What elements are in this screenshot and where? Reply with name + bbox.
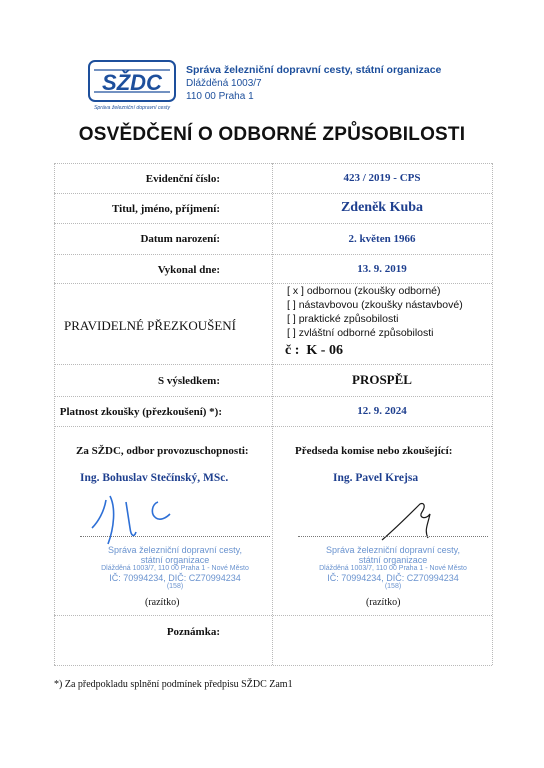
stamp-line: Dlážděná 1003/7, 110 00 Praha 1 - Nové Město xyxy=(319,565,467,572)
right-signatory-name: Ing. Pavel Krejsa xyxy=(333,472,419,484)
exam-number-value: K - 06 xyxy=(306,343,343,358)
logo-caption: Správa železniční dopravní cesty xyxy=(93,105,171,111)
divider xyxy=(54,254,492,255)
divider xyxy=(54,615,492,616)
option-text: zvláštní odborné způsobilosti xyxy=(298,327,434,339)
checkbox-mark: [ x ] xyxy=(287,285,304,297)
exam-option xyxy=(287,298,463,312)
szdc-logo xyxy=(88,60,176,112)
divider xyxy=(54,665,492,666)
result-label: S výsledkem: xyxy=(157,375,220,387)
left-stamp-label: (razítko) xyxy=(145,597,180,608)
left-signatory-name: Ing. Bohuslav Stečínský, MSc. xyxy=(80,472,229,484)
divider xyxy=(54,426,492,427)
exam-number-label: č : xyxy=(285,343,300,358)
exam-option xyxy=(287,312,463,326)
org-city: 110 00 Praha 1 xyxy=(186,91,254,102)
option-text: odbornou (zkoušky odborné) xyxy=(306,285,441,297)
right-signature-line xyxy=(298,536,488,537)
exam-type: PRAVIDELNÉ PŘEZKOUŠENÍ xyxy=(64,318,237,333)
checkbox-mark: [ ] xyxy=(287,327,296,339)
field-value-name: Zdeněk Kuba xyxy=(340,200,424,215)
logo-text: SŽDC xyxy=(102,70,162,95)
stamp-line: Správa železniční dopravní cesty, xyxy=(108,545,242,555)
divider xyxy=(54,364,492,365)
right-signature-heading: Předseda komise nebo zkoušející: xyxy=(295,445,453,457)
exam-option xyxy=(287,284,463,298)
field-label-registration: Evidenční číslo: xyxy=(145,173,220,185)
field-label-name: Titul, jméno, příjmení: xyxy=(112,203,220,215)
checkbox-mark: [ ] xyxy=(287,313,296,325)
validity-label: Platnost zkoušky (přezkoušení) *): xyxy=(59,406,222,418)
result-value: PROSPĚL xyxy=(352,372,412,387)
stamp-line: IČ: 70994234, DIČ: CZ70994234 xyxy=(109,573,241,583)
option-text: nástavbovou (zkoušky nástavbové) xyxy=(298,299,463,311)
left-signature xyxy=(86,488,206,548)
field-value-registration: 423 / 2019 - CPS xyxy=(343,172,421,184)
org-name: Správa železniční dopravní cesty, státní organizace xyxy=(186,64,442,76)
document-title: OSVĚDČENÍ O ODBORNÉ ZPŮSOBILOSTI xyxy=(78,124,466,145)
right-stamp-label: (razítko) xyxy=(366,597,401,608)
org-street: Dlážděná 1003/7 xyxy=(186,78,262,89)
field-label-birthdate: Datum narození: xyxy=(140,233,220,245)
exam-option xyxy=(287,326,463,340)
option-text: praktické způsobilosti xyxy=(298,313,399,325)
stamp-line: Správa železniční dopravní cesty, xyxy=(326,545,460,555)
right-stamp xyxy=(298,545,488,591)
field-value-birthdate: 2. květen 1966 xyxy=(348,233,416,245)
footnote: *) Za předpokladu splnění podmínek předpisu SŽDC Zam1 xyxy=(54,679,293,690)
exam-number xyxy=(285,343,343,359)
stamp-line: IČ: 70994234, DIČ: CZ70994234 xyxy=(327,573,459,583)
divider xyxy=(54,193,492,194)
divider xyxy=(492,163,493,665)
left-stamp xyxy=(80,545,270,591)
divider xyxy=(54,223,492,224)
stamp-line: Dlážděná 1003/7, 110 00 Praha 1 - Nové Město xyxy=(101,565,249,572)
left-signature-line xyxy=(80,536,270,537)
field-value-exam-date: 13. 9. 2019 xyxy=(357,263,407,275)
checkbox-mark: [ ] xyxy=(287,299,296,311)
organization-block xyxy=(186,64,441,103)
field-label-exam-date: Vykonal dne: xyxy=(157,264,220,276)
divider xyxy=(54,396,492,397)
stamp-line: (158) xyxy=(166,583,184,590)
left-signature-heading: Za SŽDC, odbor provozuschopnosti: xyxy=(76,445,249,457)
divider xyxy=(54,163,492,164)
stamp-line: (158) xyxy=(384,583,402,590)
stamp-line: státní organizace xyxy=(140,555,210,565)
validity-value: 12. 9. 2024 xyxy=(357,405,407,417)
note-label: Poznámka: xyxy=(166,626,220,638)
stamp-line: státní organizace xyxy=(358,555,428,565)
exam-options xyxy=(287,284,463,340)
